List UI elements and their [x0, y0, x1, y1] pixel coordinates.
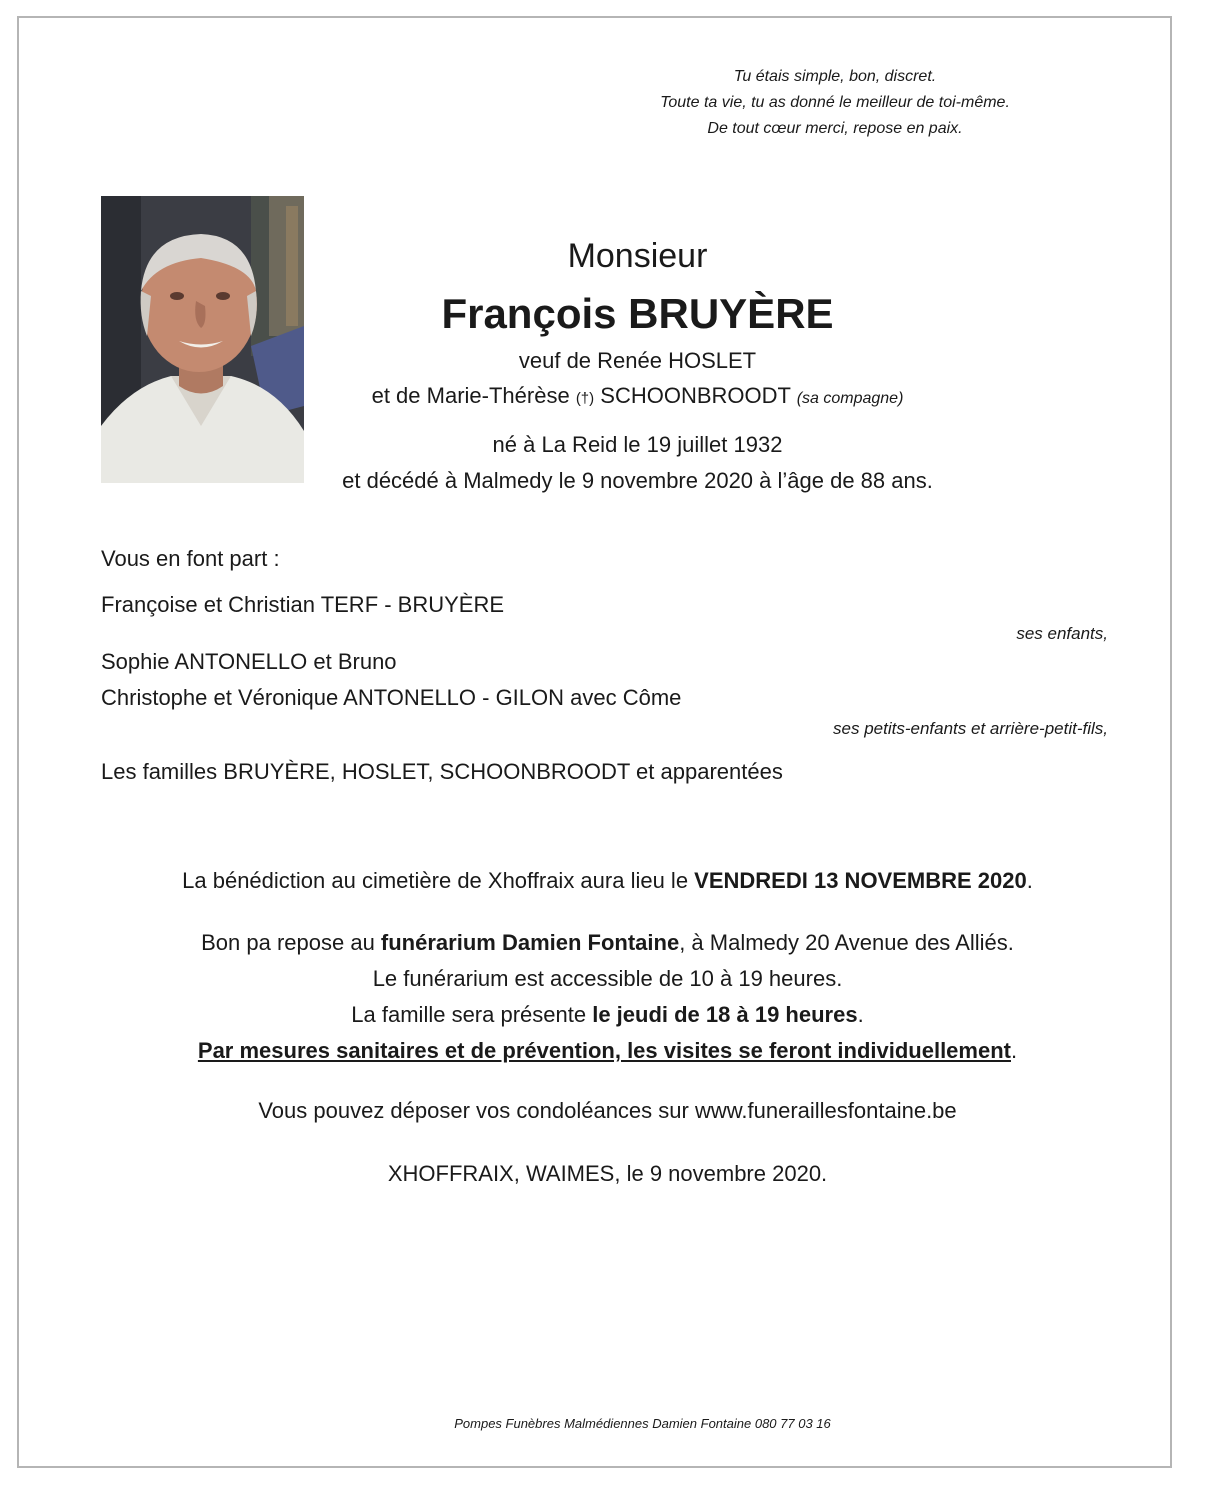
rest-address: , à Malmedy 20 Avenue des Alliés.	[679, 930, 1014, 955]
sanitary-end: .	[1010, 1038, 1018, 1063]
poem-line-3: De tout cœur merci, repose en paix.	[707, 120, 963, 137]
family-presence-text: La famille sera présente	[351, 1002, 593, 1027]
family-presence-end: .	[857, 1002, 864, 1027]
blessing-end: .	[1026, 868, 1033, 893]
children-names: Françoise et Christian TERF - BRUYÈRE	[101, 592, 505, 617]
rest-place: funérarium Damien Fontaine	[380, 930, 680, 955]
poem-line-1: Tu étais simple, bon, discret.	[733, 68, 937, 85]
children-note: ses enfants,	[1016, 624, 1108, 643]
companion-prefix: et de Marie-Thérèse	[371, 383, 570, 408]
rest-line	[0, 930, 1215, 956]
families-line: Les familles BRUYÈRE, HOSLET, SCHOONBROODT et apparentées	[101, 759, 783, 784]
companion-note: (sa compagne)	[796, 390, 904, 407]
civility: Monsieur	[567, 237, 708, 275]
poem	[450, 64, 1050, 142]
cross-symbol: (†)	[575, 390, 595, 407]
companion-line	[0, 383, 1215, 409]
companion-name: SCHOONBROODT	[600, 383, 791, 408]
blessing-date: VENDREDI 13 NOVEMBRE 2020	[694, 868, 1027, 893]
rest-text: Bon pa repose au	[201, 930, 381, 955]
family-presence-line	[0, 1002, 1215, 1028]
blessing-line	[0, 868, 1215, 894]
widower-of: veuf de Renée HOSLET	[518, 348, 757, 373]
sanitary-notice: Par mesures sanitaires et de prévention, les visites se feront individuellement	[197, 1038, 1011, 1063]
opening-hours: Le funérarium est accessible de 10 à 19 heures.	[372, 966, 843, 991]
family-intro: Vous en font part :	[101, 546, 280, 571]
condolences-line: Vous pouvez déposer vos condoléances sur www.funeraillesfontaine.be	[258, 1098, 957, 1123]
birth-info: né à La Reid le 19 juillet 1932	[492, 432, 783, 457]
place-date: XHOFFRAIX, WAIMES, le 9 novembre 2020.	[387, 1161, 828, 1186]
sanitary-line	[0, 1038, 1215, 1064]
footer-funeral-home: Pompes Funèbres Malmédiennes Damien Fontaine 080 77 03 16	[454, 1416, 831, 1431]
death-info: et décédé à Malmedy le 9 novembre 2020 à l’âge de 88 ans.	[342, 468, 933, 493]
grandchild-line-2: Christophe et Véronique ANTONELLO - GILON avec Côme	[101, 685, 682, 710]
family-presence-time: le jeudi de 18 à 19 heures	[592, 1002, 858, 1027]
poem-line-2: Toute ta vie, tu as donné le meilleur de toi-même.	[660, 94, 1010, 111]
deceased-name: François BRUYÈRE	[441, 290, 834, 337]
grandchild-line-1: Sophie ANTONELLO et Bruno	[101, 649, 397, 674]
blessing-text: La bénédiction au cimetière de Xhoffraix aura lieu le	[182, 868, 695, 893]
grandchildren-note: ses petits-enfants et arrière-petit-fils,	[833, 719, 1108, 738]
